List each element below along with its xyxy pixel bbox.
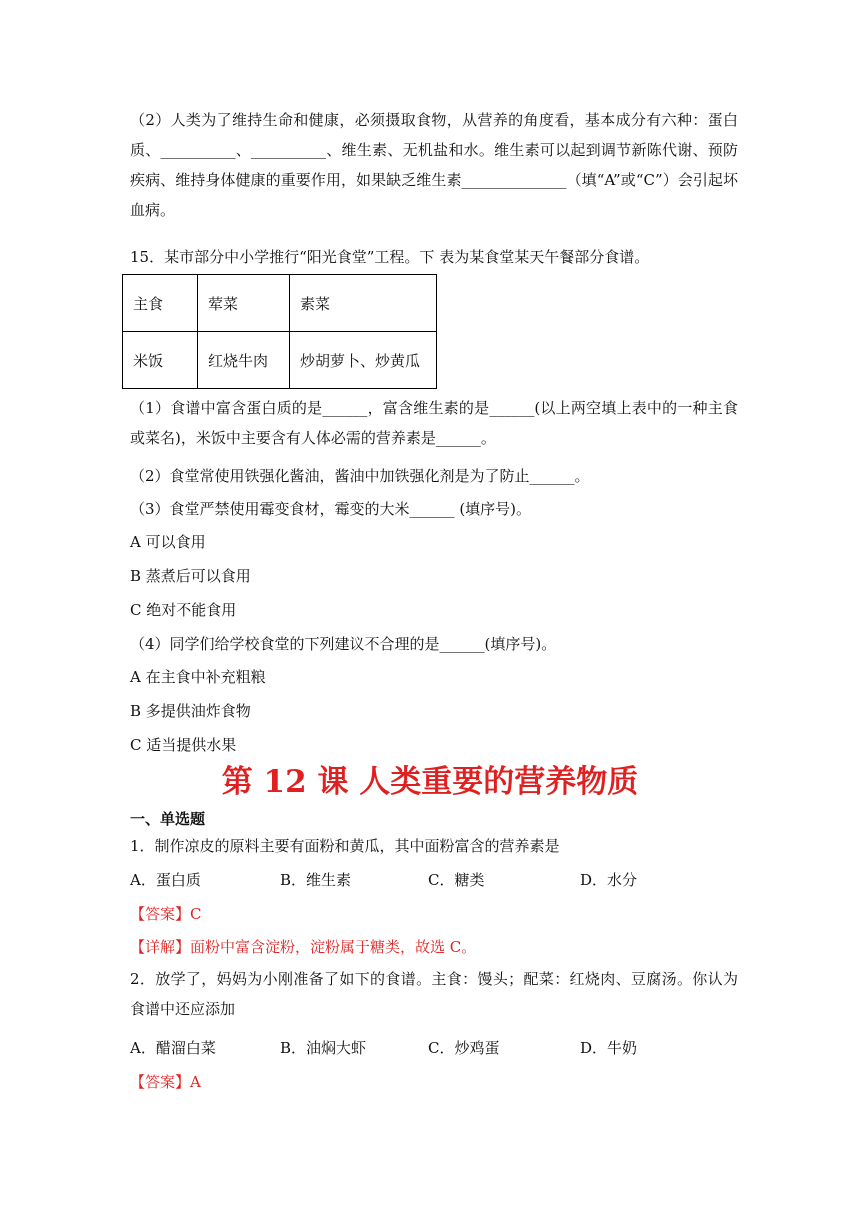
- q1-answer: 【答案】C: [130, 905, 202, 923]
- q2-options: [130, 1038, 637, 1058]
- table-cell: 主食: [123, 275, 198, 332]
- table-cell: 红烧牛肉: [198, 332, 290, 389]
- option: C．炒鸡蛋: [428, 1039, 500, 1057]
- q1-stem: 1．制作凉皮的原料主要有面粉和黄瓜，其中面粉富含的营养素是: [130, 837, 560, 855]
- option: A．醋溜白菜: [130, 1039, 216, 1057]
- table-cell: 米饭: [123, 332, 198, 389]
- q2-answer: 【答案】A: [130, 1073, 201, 1091]
- q1-options: [130, 870, 637, 890]
- q15-sub4-option: A 在主食中补充粗粮: [130, 668, 266, 686]
- q15-sub4-option: B 多提供油炸食物: [130, 702, 251, 720]
- option: D．牛奶: [580, 1039, 638, 1057]
- option: A．蛋白质: [130, 871, 201, 889]
- lesson-title: 第 12 课 人类重要的营养物质: [221, 764, 639, 800]
- table-row: [123, 275, 437, 332]
- option: C．糖类: [428, 871, 485, 889]
- q15-stem: 15．某市部分中小学推行“阳光食堂”工程。下 表为某食堂某天午餐部分食谱。: [130, 248, 650, 266]
- q2-stem: 2．放学了，妈妈为小刚准备了如下的食谱。主食：馒头；配菜：红烧肉、豆腐汤。你认为食谱中还应添加: [130, 970, 738, 1018]
- option: B．油焖大虾: [280, 1039, 367, 1057]
- table-cell: 素菜: [290, 275, 437, 332]
- option: B．维生素: [280, 871, 352, 889]
- q15-sub3-option: C 绝对不能食用: [130, 601, 237, 619]
- q15-sub2: （2）食堂常使用铁强化酱油，酱油中加铁强化剂是为了防止______。: [130, 467, 590, 485]
- q1-detail: 【详解】面粉中富含淀粉，淀粉属于糖类，故选 C。: [130, 938, 477, 956]
- table-row: [123, 332, 437, 389]
- q15-sub4-option: C 适当提供水果: [130, 736, 237, 754]
- q14-part2-text: （2）人类为了维持生命和健康，必须摄取食物，从营养的角度看，基本成分有六种：蛋白质、__________、__________、维生素、无机盐和水。维生素可以起到调节新陈代谢、预防疾病、维持身体健康的重要作用，如果缺乏维生素______________（填“A”或“C”）会引起坏血病。: [130, 111, 738, 219]
- option: D．水分: [580, 871, 638, 889]
- section-heading: 一、单选题: [130, 810, 206, 828]
- table-cell: 荤菜: [198, 275, 290, 332]
- q15-sub3-option: B 蒸煮后可以食用: [130, 567, 251, 585]
- q15-sub3-option: A 可以食用: [130, 533, 206, 551]
- menu-table: [122, 274, 437, 389]
- q15-sub1: （1）食谱中富含蛋白质的是______，富含维生素的是______(以上两空填上表中的一种主食或菜名)，米饭中主要含有人体必需的营养素是______。: [130, 399, 738, 447]
- table-cell: 炒胡萝卜、炒黄瓜: [290, 332, 437, 389]
- q15-sub3: （3）食堂严禁使用霉变食材，霉变的大米______ (填序号)。: [130, 500, 532, 518]
- q15-sub4: （4）同学们给学校食堂的下列建议不合理的是______(填序号)。: [130, 635, 557, 653]
